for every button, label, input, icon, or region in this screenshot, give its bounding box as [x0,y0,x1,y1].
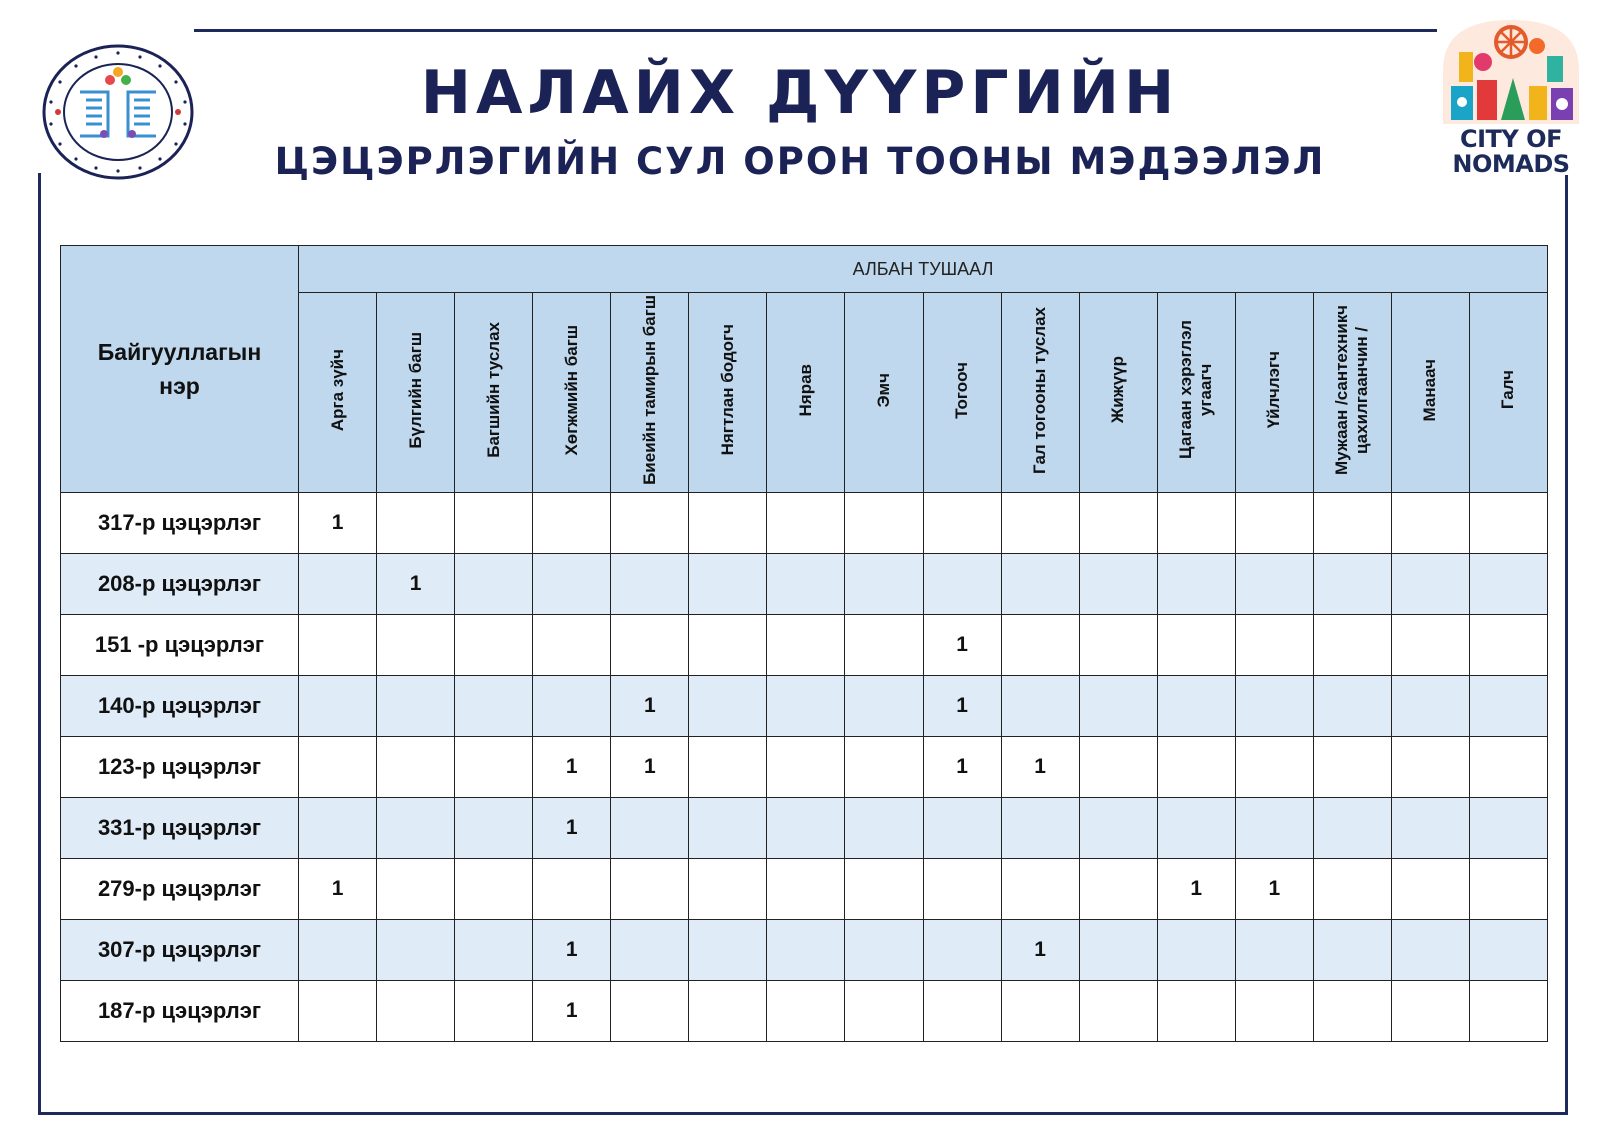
position-header-label: Жижүүр [1108,356,1128,424]
vacancy-cell [1313,554,1391,615]
vacancy-cell [299,676,377,737]
vacancy-cell [1079,737,1157,798]
vacancy-cell [923,493,1001,554]
vacancy-cell [1391,920,1469,981]
position-header-label: Багшийн туслах [483,322,503,458]
vacancy-cell [377,859,455,920]
vacancy-cell [299,737,377,798]
frame-top-line [194,29,1437,32]
position-header [1001,293,1079,493]
vacancy-cell [611,493,689,554]
vacancy-cell [845,676,923,737]
vacancy-cell [689,676,767,737]
vacancy-cell [845,859,923,920]
position-header [845,293,923,493]
org-name-cell: 123-р цэцэрлэг [61,737,299,798]
vacancy-cell [611,615,689,676]
vacancy-cell [1001,493,1079,554]
vacancy-cell [299,981,377,1042]
vacancy-cell: 1 [923,737,1001,798]
vacancy-cell [923,981,1001,1042]
vacancy-cell [1313,615,1391,676]
vacancy-cell [689,554,767,615]
vacancy-cell [845,798,923,859]
vacancy-cell [611,920,689,981]
education-department-logo [40,44,196,180]
vacancy-cell: 1 [611,737,689,798]
vacancy-cell: 1 [1235,859,1313,920]
vacancy-cell: 1 [533,981,611,1042]
vacancy-cell [611,859,689,920]
vacancy-cell [299,554,377,615]
vacancy-cell [611,554,689,615]
vacancy-cell: 1 [533,920,611,981]
vacancy-cell [1391,615,1469,676]
vacancy-cell [1391,493,1469,554]
vacancy-cell [845,554,923,615]
frame-right-line [1565,175,1568,1115]
vacancy-cell [1235,798,1313,859]
position-header [611,293,689,493]
vacancy-cell: 1 [1001,737,1079,798]
vacancy-cell [1391,676,1469,737]
vacancy-cell [1157,737,1235,798]
vacancy-cell [1157,798,1235,859]
city-of-logo-text: CITY OF [1460,125,1562,153]
table-row [61,981,1548,1042]
vacancy-cell [1157,615,1235,676]
table-row [61,737,1548,798]
vacancy-cell [923,920,1001,981]
position-header-label: Гал тогооны туслах [1030,306,1050,474]
vacancy-cell [455,615,533,676]
table-row [61,493,1548,554]
table-row [61,676,1548,737]
vacancy-cell [1157,554,1235,615]
vacancy-cell [1313,981,1391,1042]
table-row [61,859,1548,920]
table-row [61,798,1548,859]
page-title: НАЛАЙХ ДҮҮРГИЙН [420,58,1180,128]
vacancy-cell [1001,554,1079,615]
vacancy-cell [1469,981,1547,1042]
vacancy-cell [299,920,377,981]
position-header [455,293,533,493]
table-row [61,920,1548,981]
vacancy-cell [1235,737,1313,798]
vacancy-cell [1469,554,1547,615]
vacancy-cell [1469,798,1547,859]
vacancy-cell [1391,798,1469,859]
vacancy-cell [923,798,1001,859]
vacancy-cell [767,981,845,1042]
vacancy-cell [455,981,533,1042]
vacancy-cell [1469,920,1547,981]
vacancy-cell: 1 [1157,859,1235,920]
city-of-nomads-logo [1437,16,1585,184]
frame-bottom-line [38,1112,1568,1115]
vacancy-cell [689,615,767,676]
vacancy-table [60,245,1548,1042]
vacancy-cell [767,737,845,798]
vacancy-cell [1313,676,1391,737]
vacancy-cell [845,920,923,981]
position-header-label: Эмч [873,372,893,408]
position-header-label: Нярав [795,363,815,417]
vacancy-cell [1079,981,1157,1042]
vacancy-cell [923,554,1001,615]
vacancy-cell [1157,920,1235,981]
position-header-label: Үйлчлэгч [1264,351,1284,429]
vacancy-cell [1001,676,1079,737]
vacancy-cell [1235,981,1313,1042]
org-name-cell: 279-р цэцэрлэг [61,859,299,920]
position-header [1235,293,1313,493]
vacancy-cell [1469,676,1547,737]
vacancy-cell [1079,798,1157,859]
vacancy-cell: 1 [533,737,611,798]
vacancy-cell [1391,737,1469,798]
position-header-label: Галч [1498,370,1518,410]
org-name-cell: 317-р цэцэрлэг [61,493,299,554]
vacancy-cell [689,859,767,920]
page-subtitle: ЦЭЦЭРЛЭГИЙН СУЛ ОРОН ТООНЫ МЭДЭЭЛЭЛ [274,140,1326,183]
vacancy-cell [767,493,845,554]
vacancy-cell [455,798,533,859]
table-row [61,554,1548,615]
vacancy-cell [1235,676,1313,737]
vacancy-cell [377,615,455,676]
org-name-cell: 331-р цэцэрлэг [61,798,299,859]
vacancy-cell [689,493,767,554]
vacancy-cell [923,859,1001,920]
vacancy-cell [767,615,845,676]
vacancy-cell [1001,615,1079,676]
vacancy-cell [455,676,533,737]
position-group-header: АЛБАН ТУШААЛ [299,246,1548,293]
org-name-header [61,246,299,493]
vacancy-cell [689,920,767,981]
position-header [1157,293,1235,493]
vacancy-cell: 1 [533,798,611,859]
vacancy-cell [845,615,923,676]
vacancy-cell [1313,859,1391,920]
vacancy-cell [1469,615,1547,676]
vacancy-cell: 1 [377,554,455,615]
vacancy-cell [1313,798,1391,859]
vacancy-cell: 1 [1001,920,1079,981]
vacancy-cell [689,737,767,798]
vacancy-cell [767,676,845,737]
position-header-label: Арга зүйч [327,348,347,432]
position-header-label: Цагаан хэрэглэл угаагч [1176,320,1216,460]
vacancy-cell [845,981,923,1042]
position-header [377,293,455,493]
vacancy-cell [533,859,611,920]
vacancy-cell [533,676,611,737]
vacancy-cell [377,737,455,798]
position-header [689,293,767,493]
vacancy-cell [455,737,533,798]
vacancy-cell [767,859,845,920]
position-header-label: Тогооч [952,361,972,419]
vacancy-cell [1235,920,1313,981]
position-header-label: Манаач [1420,358,1440,422]
vacancy-cell [1157,493,1235,554]
vacancy-cell [1469,859,1547,920]
vacancy-cell [845,493,923,554]
vacancy-cell: 1 [299,859,377,920]
vacancy-cell [1079,554,1157,615]
vacancy-cell [455,493,533,554]
vacancy-cell [689,798,767,859]
position-header [1079,293,1157,493]
vacancy-cell [689,981,767,1042]
vacancy-cell [377,676,455,737]
vacancy-cell: 1 [923,615,1001,676]
org-name-cell: 140-р цэцэрлэг [61,676,299,737]
frame-left-line [38,173,41,1115]
vacancy-cell [611,981,689,1042]
vacancy-cell [1001,798,1079,859]
vacancy-cell [611,798,689,859]
vacancy-cell [533,615,611,676]
vacancy-cell [1235,493,1313,554]
org-name-cell: 208-р цэцэрлэг [61,554,299,615]
vacancy-cell [1079,859,1157,920]
org-name-cell: 187-р цэцэрлэг [61,981,299,1042]
vacancy-cell [1391,554,1469,615]
vacancy-cell [1235,554,1313,615]
position-header [1469,293,1547,493]
position-header-label: Хөгжмийн багш [561,324,581,456]
vacancy-cell [1391,981,1469,1042]
vacancy-cell [767,554,845,615]
org-name-cell: 307-р цэцэрлэг [61,920,299,981]
vacancy-cell [1001,981,1079,1042]
vacancy-cell [377,920,455,981]
position-header-label: Нягтлан бодогч [717,324,737,456]
vacancy-cell [455,554,533,615]
vacancy-cell [1313,737,1391,798]
vacancy-cell [1469,493,1547,554]
vacancy-cell: 1 [299,493,377,554]
org-name-header-label: Байгууллагын нэр [97,339,262,399]
vacancy-cell [455,920,533,981]
vacancy-cell [299,615,377,676]
vacancy-cell [377,981,455,1042]
vacancy-cell [1313,920,1391,981]
vacancy-cell [1079,676,1157,737]
vacancy-cell [1079,615,1157,676]
position-header-label: Биеийн тамирын багш [639,295,659,485]
vacancy-cell [455,859,533,920]
vacancy-cell [767,920,845,981]
position-header-label: Бүлгийн багш [405,331,425,449]
position-header [923,293,1001,493]
position-header [299,293,377,493]
vacancy-cell [533,493,611,554]
vacancy-cell [1469,737,1547,798]
vacancy-cell [1001,859,1079,920]
vacancy-cell [377,798,455,859]
vacancy-cell [1079,493,1157,554]
vacancy-cell [533,554,611,615]
vacancy-cell: 1 [611,676,689,737]
position-header-label: Мужаан /сантехникч цахилгаанчин / [1332,305,1372,475]
vacancy-cell [1313,493,1391,554]
table-row [61,615,1548,676]
nomads-logo-text: NOMADS [1452,150,1570,178]
vacancy-cell [299,798,377,859]
position-header [1391,293,1469,493]
vacancy-cell [1157,981,1235,1042]
vacancy-cell [767,798,845,859]
org-name-cell: 151 -р цэцэрлэг [61,615,299,676]
vacancy-cell [1157,676,1235,737]
position-header [533,293,611,493]
vacancy-cell [1079,920,1157,981]
vacancy-cell [845,737,923,798]
vacancy-cell [1391,859,1469,920]
position-header [767,293,845,493]
vacancy-cell [377,493,455,554]
vacancy-cell: 1 [923,676,1001,737]
position-header [1313,293,1391,493]
vacancy-cell [1235,615,1313,676]
